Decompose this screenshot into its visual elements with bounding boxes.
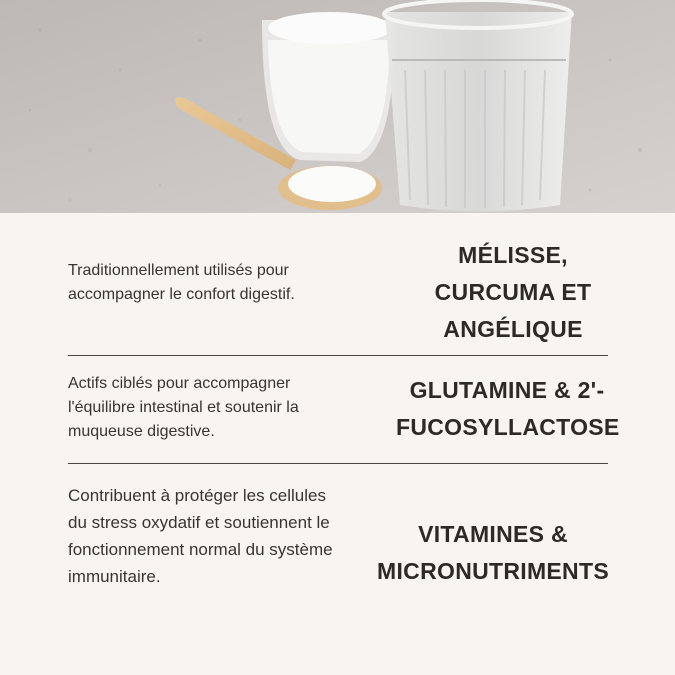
- ingredient-row-melisse: [68, 237, 618, 355]
- water-glass: [384, 0, 572, 212]
- ingredient-row-glutamine: [68, 372, 618, 452]
- powder-bowl: [262, 12, 395, 162]
- hero-photo: [0, 0, 675, 213]
- ingredient-description: Traditionnellement utilisés pour accompagner le confort digestif.: [68, 262, 295, 303]
- ingredient-row-vitamines: [68, 482, 618, 622]
- ingredient-title: MÉLISSE, CURCUMA ET ANGÉLIQUE: [434, 242, 592, 342]
- ingredient-title: GLUTAMINE & 2'-FUCOSYLLACTOSE: [396, 377, 620, 440]
- section-divider: [68, 463, 608, 464]
- section-divider: [68, 355, 608, 356]
- ingredient-title: VITAMINES & MICRONUTRIMENTS: [377, 521, 609, 584]
- ingredient-list: [0, 213, 675, 675]
- ingredient-description: Actifs ciblés pour accompagner l'équilibre intestinal et soutenir la muqueuse digestive.: [68, 375, 299, 440]
- ingredient-description: Contribuent à protéger les cellules du stress oxydatif et soutiennent le fonctionnement normal du système immunitaire.: [68, 486, 333, 586]
